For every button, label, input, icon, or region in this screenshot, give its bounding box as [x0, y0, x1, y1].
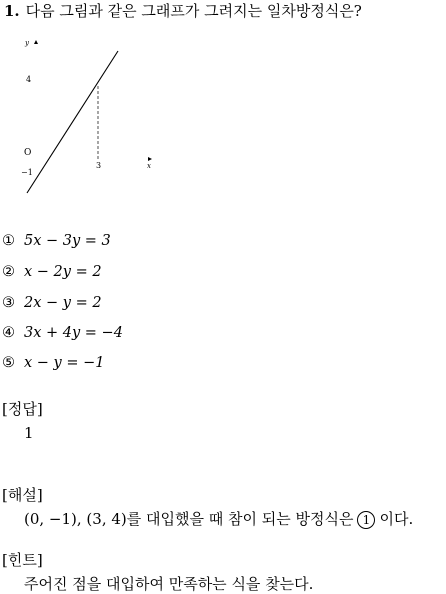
choice-3-expr: 2x − y = 2 — [24, 295, 102, 311]
hint-text: 주어진 점을 대입하여 만족하는 식을 찾는다. — [24, 575, 314, 593]
choice-3[interactable] — [2, 295, 102, 311]
y-axis-label: y — [25, 39, 29, 47]
choice-4-expr: 3x + 4y = −4 — [24, 325, 123, 341]
choice-2[interactable] — [2, 264, 102, 280]
answer-label: [정답] — [2, 400, 43, 418]
choice-5-mark: ⑤ — [2, 355, 15, 371]
y-tick-4: 4 — [26, 75, 32, 84]
graph-line — [27, 51, 118, 193]
choice-1[interactable] — [2, 233, 111, 249]
question-title — [4, 0, 362, 21]
x-axis-label: x — [147, 162, 151, 170]
x-axis-arrow-icon — [148, 157, 152, 161]
choice-5[interactable] — [2, 355, 104, 371]
explanation-label: [해설] — [2, 486, 43, 504]
choice-1-expr: 5x − 3y = 3 — [24, 233, 111, 249]
choice-1-mark: ① — [2, 233, 15, 249]
question-number: 1. — [4, 2, 20, 20]
choice-3-mark: ③ — [2, 295, 15, 311]
question-text: 다음 그림과 같은 그래프가 그려지는 일차방정식은? — [25, 2, 362, 20]
circled-answer-icon: 1 — [357, 511, 375, 529]
explanation-text-before: (0, −1), (3, 4)를 대입했을 때 참이 되는 방정식은 — [24, 510, 354, 528]
choice-4[interactable] — [2, 325, 123, 341]
x-tick-3: 3 — [96, 161, 102, 170]
y-tick-minus1: −1 — [21, 168, 33, 177]
coordinate-graph — [16, 34, 166, 199]
explanation-text — [24, 508, 413, 529]
hint-label: [힌트] — [2, 551, 43, 569]
choice-2-mark: ② — [2, 264, 15, 280]
explanation-text-after: 이다. — [379, 510, 414, 528]
origin-label: O — [24, 148, 32, 158]
y-axis-arrow-icon — [34, 40, 38, 44]
choice-4-mark: ④ — [2, 325, 15, 341]
choice-5-expr: x − y = −1 — [24, 355, 105, 371]
choice-2-expr: x − 2y = 2 — [24, 264, 102, 280]
answer-value: 1 — [24, 424, 34, 442]
